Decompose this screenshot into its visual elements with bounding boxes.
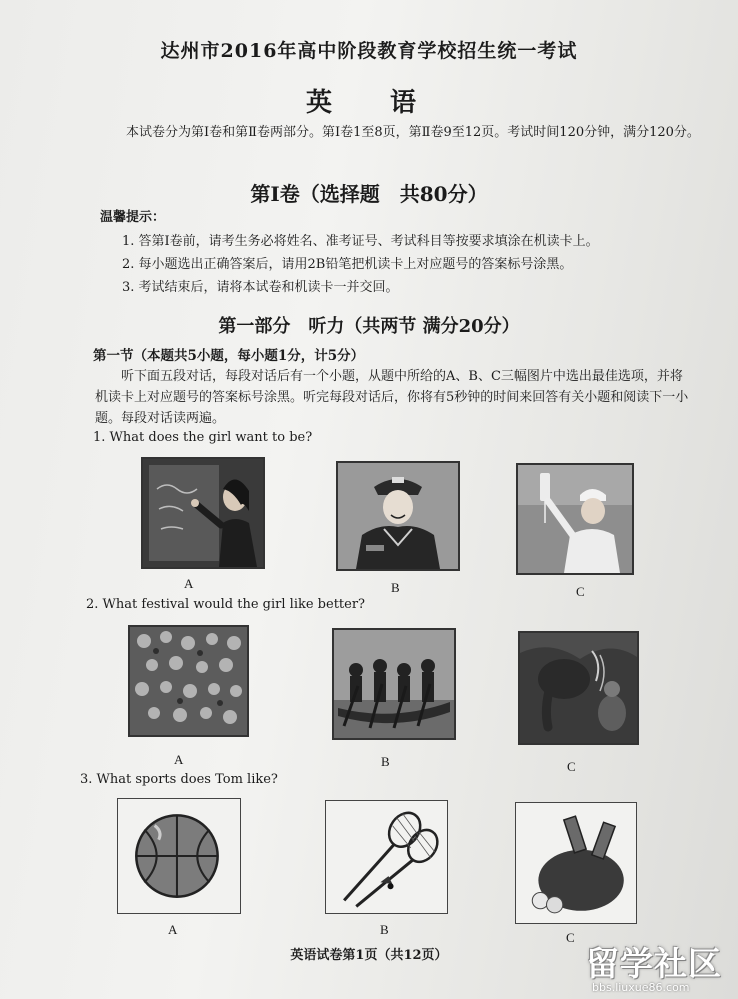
nurse-icon xyxy=(518,465,632,573)
page-footer: 英语试卷第1页（共12页） xyxy=(290,948,448,963)
option-label: C xyxy=(566,930,575,945)
dragon-boat-icon xyxy=(334,630,454,738)
option-label: A xyxy=(168,922,178,937)
subsection-heading: 第一节（本题共5小题，每小题1分，计5分） xyxy=(93,348,365,364)
tip-item: 3. 考试结束后，请将本试卷和机读卡一并交回。 xyxy=(122,280,399,295)
exam-title: 达州市2016年高中阶段教育学校招生统一考试 xyxy=(160,40,578,62)
option-label: A xyxy=(174,752,184,767)
question-2: 2. What festival would the girl like better? xyxy=(86,597,366,612)
table-tennis-icon xyxy=(516,803,636,923)
basketball-icon xyxy=(118,799,240,913)
section-title: 第Ⅰ卷（选择题 共80分） xyxy=(250,182,488,206)
option-label: C xyxy=(576,584,585,599)
option-label: B xyxy=(380,922,389,937)
option-label: C xyxy=(567,759,576,774)
table-tennis-picture xyxy=(515,802,637,924)
option-label: B xyxy=(381,754,390,769)
badminton-icon xyxy=(326,801,447,913)
tip-item: 2. 每小题选出正确答案后，请用2B铅笔把机读卡上对应题号的答案标号涂黑。 xyxy=(122,257,573,272)
option-label: B xyxy=(391,580,400,595)
water-festival-picture xyxy=(518,631,639,745)
watermark-text: 留学社区 xyxy=(586,944,722,983)
elephant-icon xyxy=(520,633,637,743)
dragon-boat-picture xyxy=(332,628,456,740)
lantern-icon xyxy=(130,627,247,735)
exam-intro: 本试卷分为第Ⅰ卷和第Ⅱ卷两部分。第Ⅰ卷1至8页，第Ⅱ卷9至12页。考试时间120分钟，满分120分。 xyxy=(126,125,700,140)
listening-directions: 听下面五段对话，每段对话后有一个小题，从题中所给的A、B、C三幅图片中选出最佳选项，并将机读卡上对应题号的答案标号涂黑。听完每段对话后，你将有5秒钟的时间来回答有关小题和阅读下一小题。每段对话读两遍。 xyxy=(95,369,689,426)
tip-item: 1. 答第Ⅰ卷前，请考生务必将姓名、准考证号、考试科目等按要求填涂在机读卡上。 xyxy=(122,234,599,249)
subject-heading: 英 语 xyxy=(305,88,432,118)
soldier-icon xyxy=(338,463,458,569)
watermark-logo xyxy=(580,938,738,999)
nurse-picture xyxy=(516,463,634,575)
tips-list xyxy=(122,230,702,299)
badminton-picture xyxy=(325,800,448,914)
basketball-picture xyxy=(117,798,241,914)
question-3: 3. What sports does Tom like? xyxy=(80,772,278,787)
lanterns-picture xyxy=(128,625,249,737)
option-label: A xyxy=(184,576,194,591)
tips-heading: 温馨提示： xyxy=(100,210,166,225)
soldier-picture xyxy=(336,461,460,571)
teacher-picture xyxy=(141,457,265,569)
part-title: 第一部分 听力（共两节 满分20分） xyxy=(218,316,520,337)
question-1: 1. What does the girl want to be? xyxy=(93,430,313,445)
watermark-url: bbs.liuxue86.com xyxy=(592,981,690,994)
teacher-icon xyxy=(143,459,263,567)
